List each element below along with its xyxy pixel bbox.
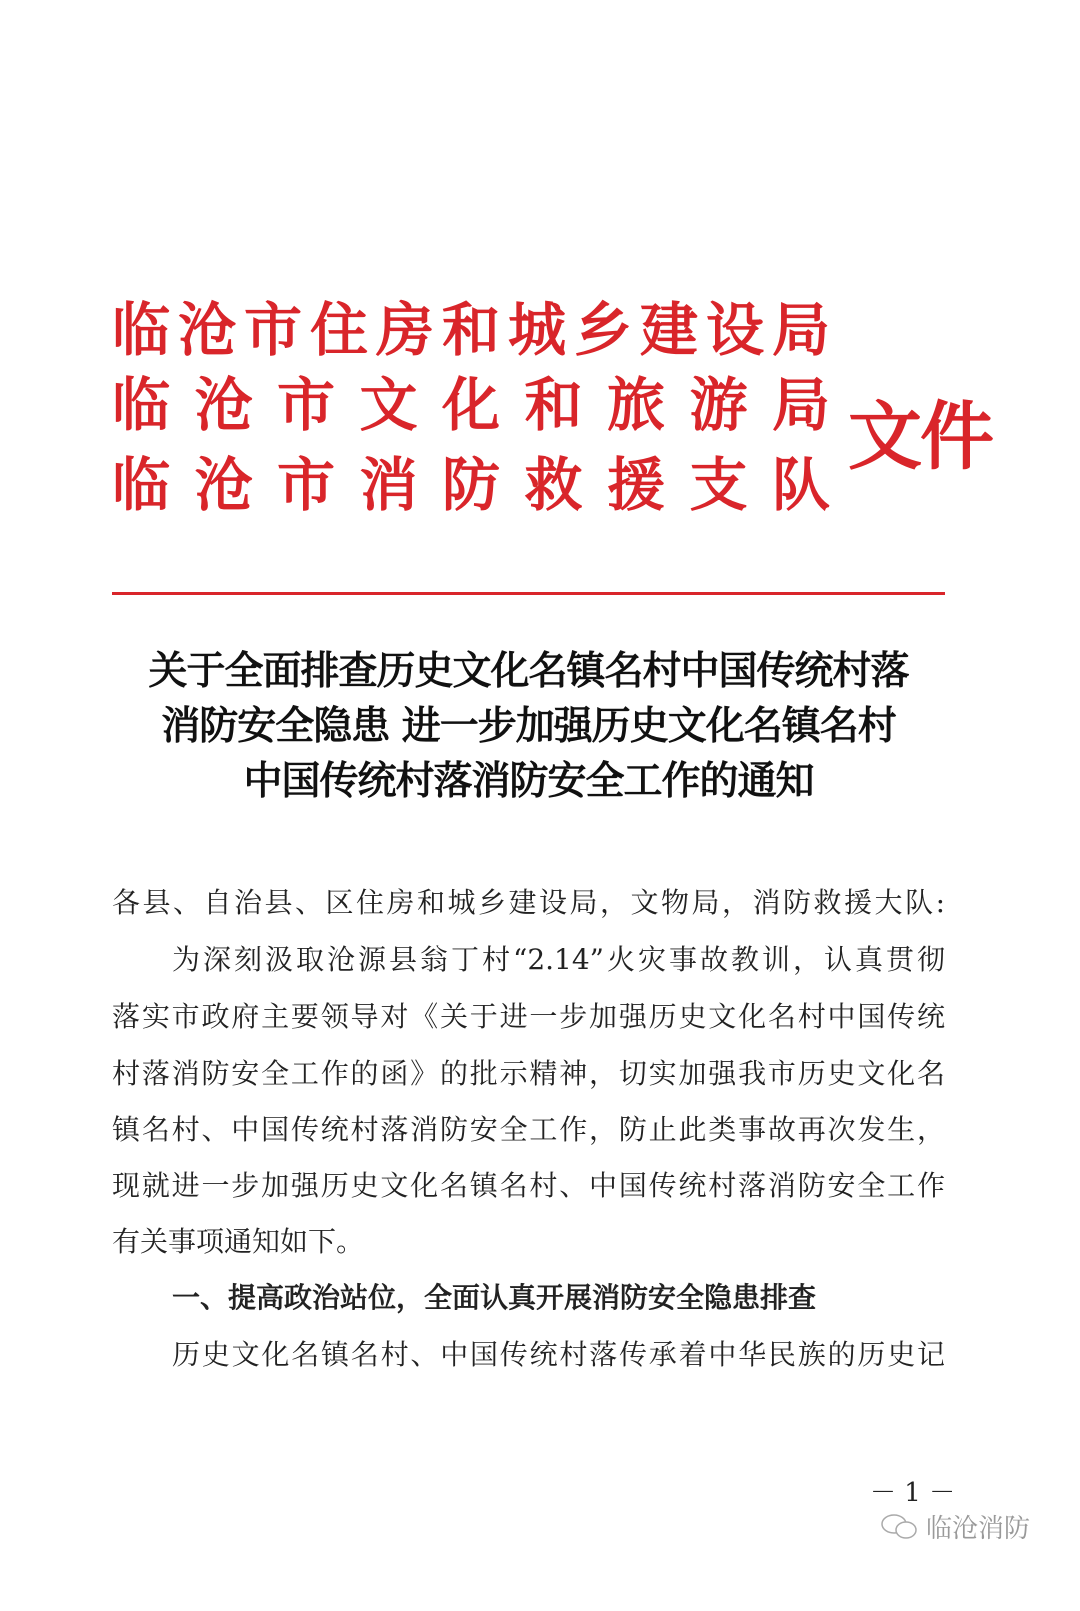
watermark-text: 临沧消防 — [926, 1514, 1031, 1544]
issuer-line-2: 临沧市文化和旅游局 — [112, 371, 830, 439]
body-line: 落实市政府主要领导对《关于进一步加强历史文化名村中国传统 — [112, 1000, 945, 1033]
red-divider — [112, 592, 945, 595]
body-line: 镇名村、中国传统村落消防安全工作，防止此类事故再次发生， — [112, 1113, 945, 1146]
body-line: 有关事项通知如下。 — [112, 1225, 365, 1258]
body-line: 村落消防安全工作的函》的批示精神，切实加强我市历史文化名 — [112, 1057, 945, 1090]
page-number: － 1 － — [870, 1478, 956, 1508]
salutation: 各县、自治县、区住房和城乡建设局，文物局，消防救援大队: — [112, 886, 945, 919]
title-line-3: 中国传统村落消防安全工作的通知 — [243, 759, 814, 804]
wechat-icon — [880, 1512, 920, 1542]
issuer-line-1: 临沧市住房和城乡建设局 — [112, 296, 830, 364]
section-heading: 一、提高政治站位，全面认真开展消防安全隐患排查 — [172, 1281, 817, 1314]
body-line: 为深刻汲取沧源县翁丁村“2.14”火灾事故教训，认真贯彻 — [172, 943, 945, 976]
title-line-1: 关于全面排查历史文化名镇名村中国传统村落 — [148, 649, 909, 694]
title-line-2: 消防安全隐患 进一步加强历史文化名镇名村 — [161, 704, 896, 749]
issuer-line-3: 临沧市消防救援支队 — [112, 451, 830, 519]
body-line: 历史文化名镇名村、中国传统村落传承着中华民族的历史记 — [172, 1338, 945, 1371]
document-type: 文件 — [848, 394, 992, 480]
body-line: 现就进一步加强历史文化名镇名村、中国传统村落消防安全工作 — [112, 1169, 945, 1202]
watermark — [880, 1508, 1030, 1545]
